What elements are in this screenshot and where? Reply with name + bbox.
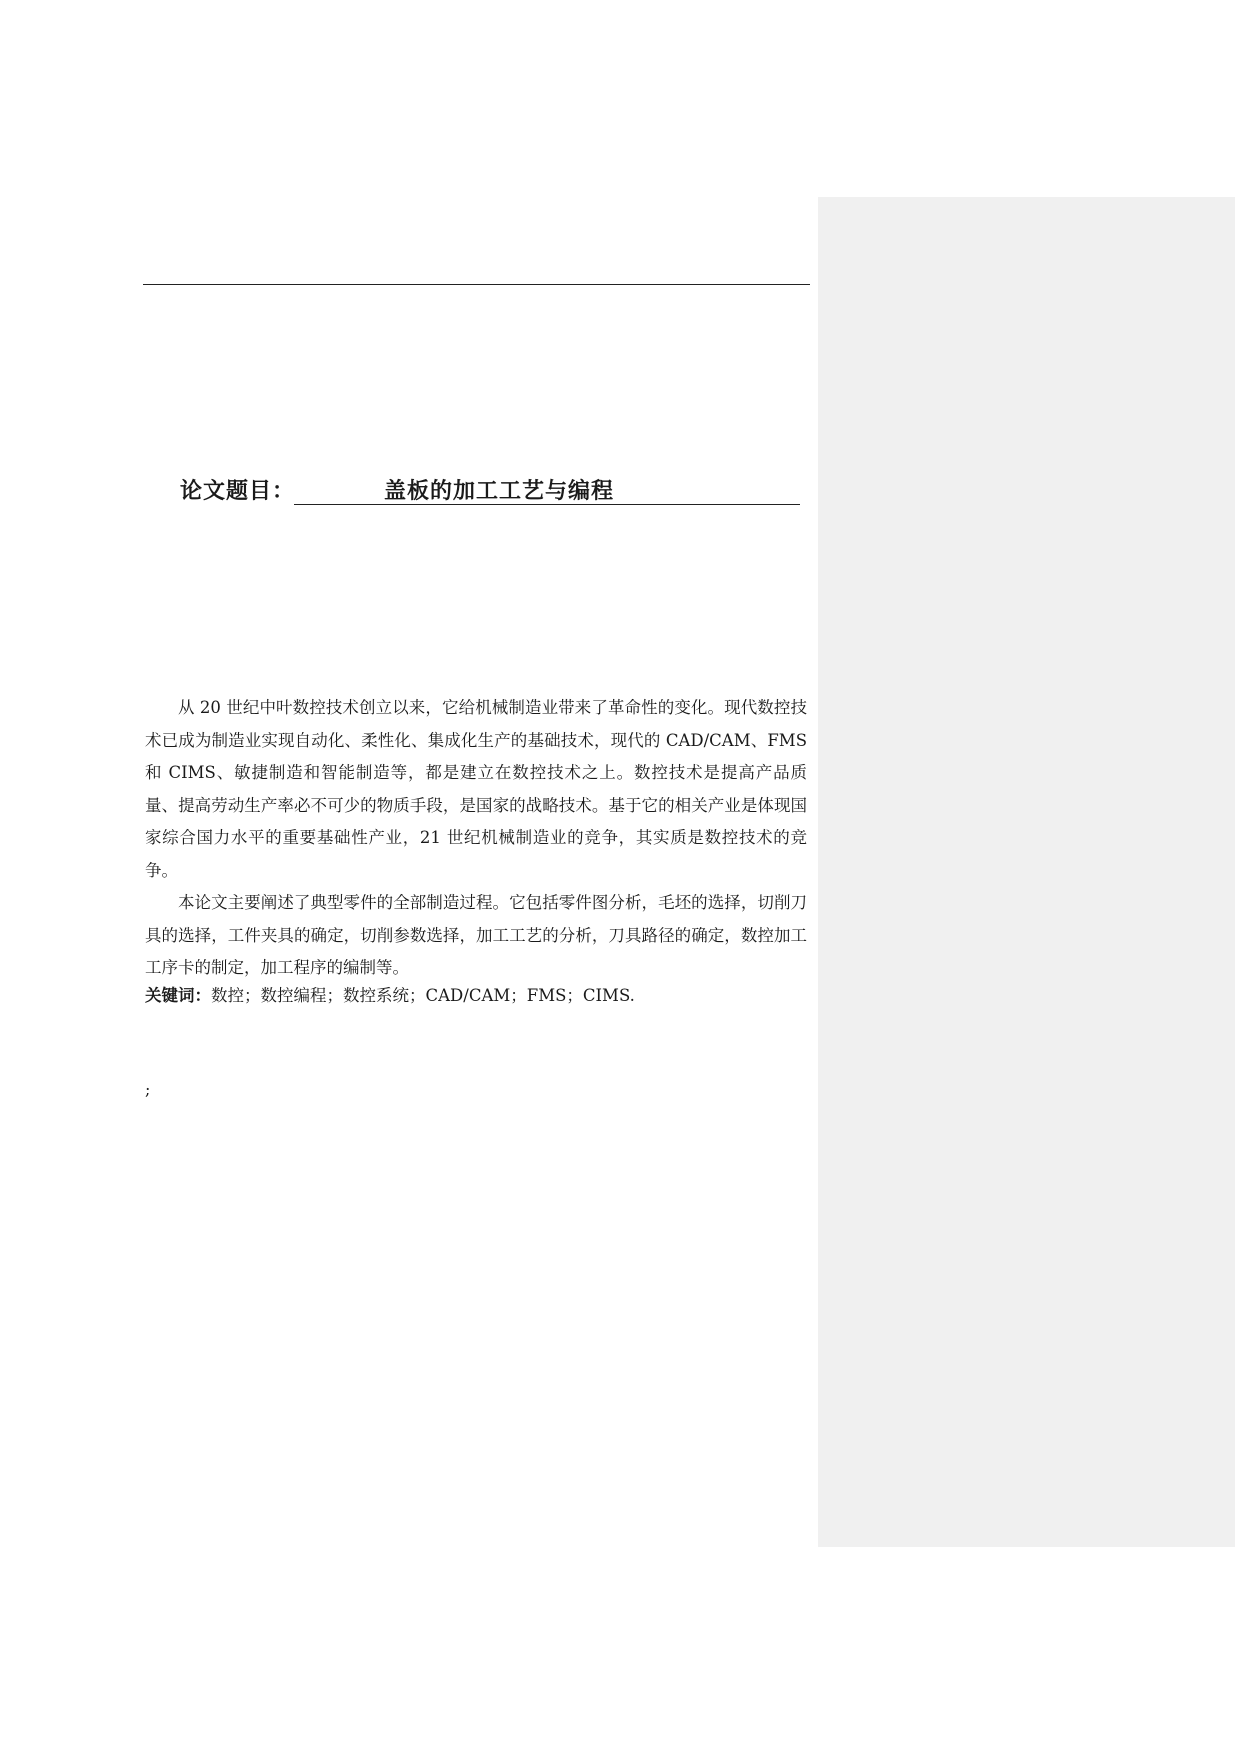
- thesis-title-label: 论文题目：: [180, 479, 296, 504]
- keywords-line: [145, 980, 807, 1012]
- thesis-title-value: 盖板的加工工艺与编程: [384, 479, 615, 504]
- keywords-label: 关键词：: [145, 986, 211, 1005]
- abstract-paragraph-1: 从 20 世纪中叶数控技术创立以来，它给机械制造业带来了革命性的变化。现代数控技术已成为制造业实现自动化、柔性化、集成化生产的基础技术，现代的 CAD/CAM、FMS 和 CIMS、敏捷制造和智能制造等，都是建立在数控技术之上。数控技术是提高产品质量、提高劳动生产率必不可少的物质手段，是国家的战略技术。基于它的相关产业是体现国家综合国力水平的重要基础性产业，21 世纪机械制造业的竞争，其实质是数控技术的竞争。: [145, 698, 807, 880]
- thesis-title-field: [294, 470, 800, 505]
- abstract: [145, 692, 807, 985]
- comment-pane: [818, 197, 1235, 1547]
- header-rule: [143, 284, 810, 285]
- stray-semicolon: ;: [145, 1080, 151, 1099]
- keywords-value: 数控；数控编程；数控系统；CAD/CAM；FMS；CIMS.: [211, 986, 635, 1005]
- thesis-title-row: [180, 470, 800, 506]
- abstract-paragraph-2: 本论文主要阐述了典型零件的全部制造过程。它包括零件图分析，毛坯的选择，切削刀具的选择，工件夹具的确定，切削参数选择，加工工艺的分析，刀具路径的确定，数控加工工序卡的制定，加工程序的编制等。: [145, 893, 807, 977]
